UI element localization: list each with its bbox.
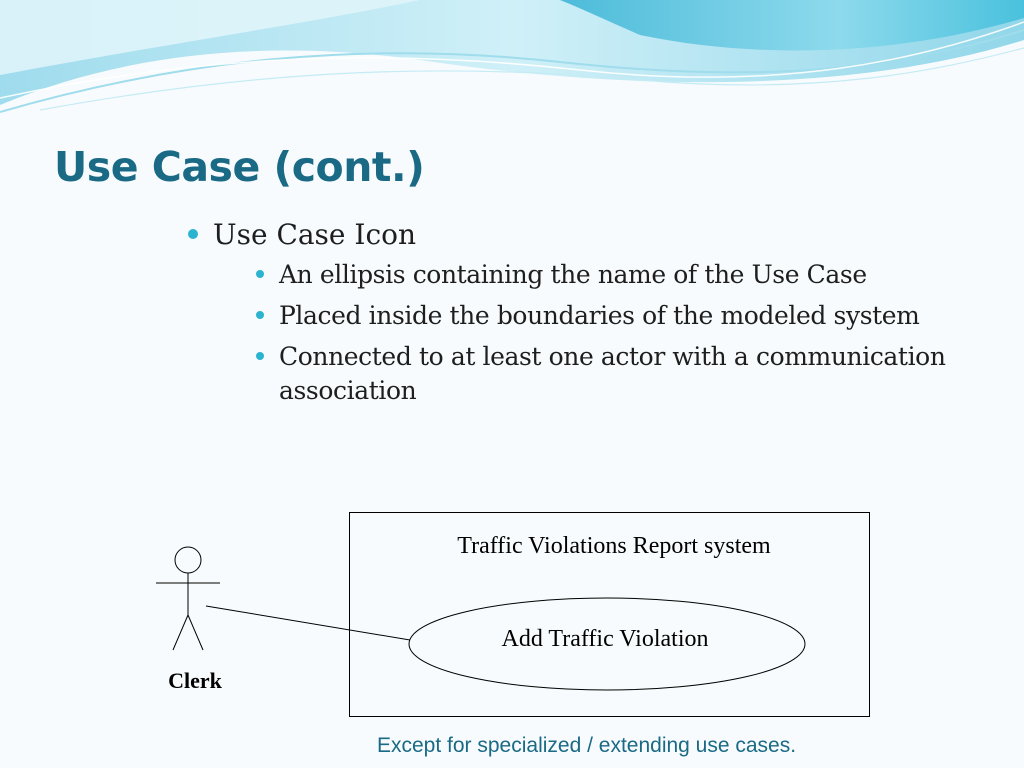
communication-association-line	[206, 606, 410, 640]
bullet-text: Use Case Icon	[213, 218, 417, 251]
sub-bullet-text: Connected to at least one actor with a communication association	[279, 342, 946, 405]
actor-label: Clerk	[168, 668, 222, 693]
actor-stick-figure-icon	[156, 547, 220, 650]
sub-bullet-text: An ellipsis containing the name of the Use Case	[279, 260, 867, 289]
slide-title: Use Case (cont.)	[54, 143, 425, 191]
footnote: Except for specialized / extending use cases.	[377, 734, 797, 757]
sub-bullet-text: Placed inside the boundaries of the modeled system	[279, 301, 920, 330]
use-case-label: Add Traffic Violation	[501, 626, 709, 652]
system-boundary-label: Traffic Violations Report system	[457, 533, 771, 559]
